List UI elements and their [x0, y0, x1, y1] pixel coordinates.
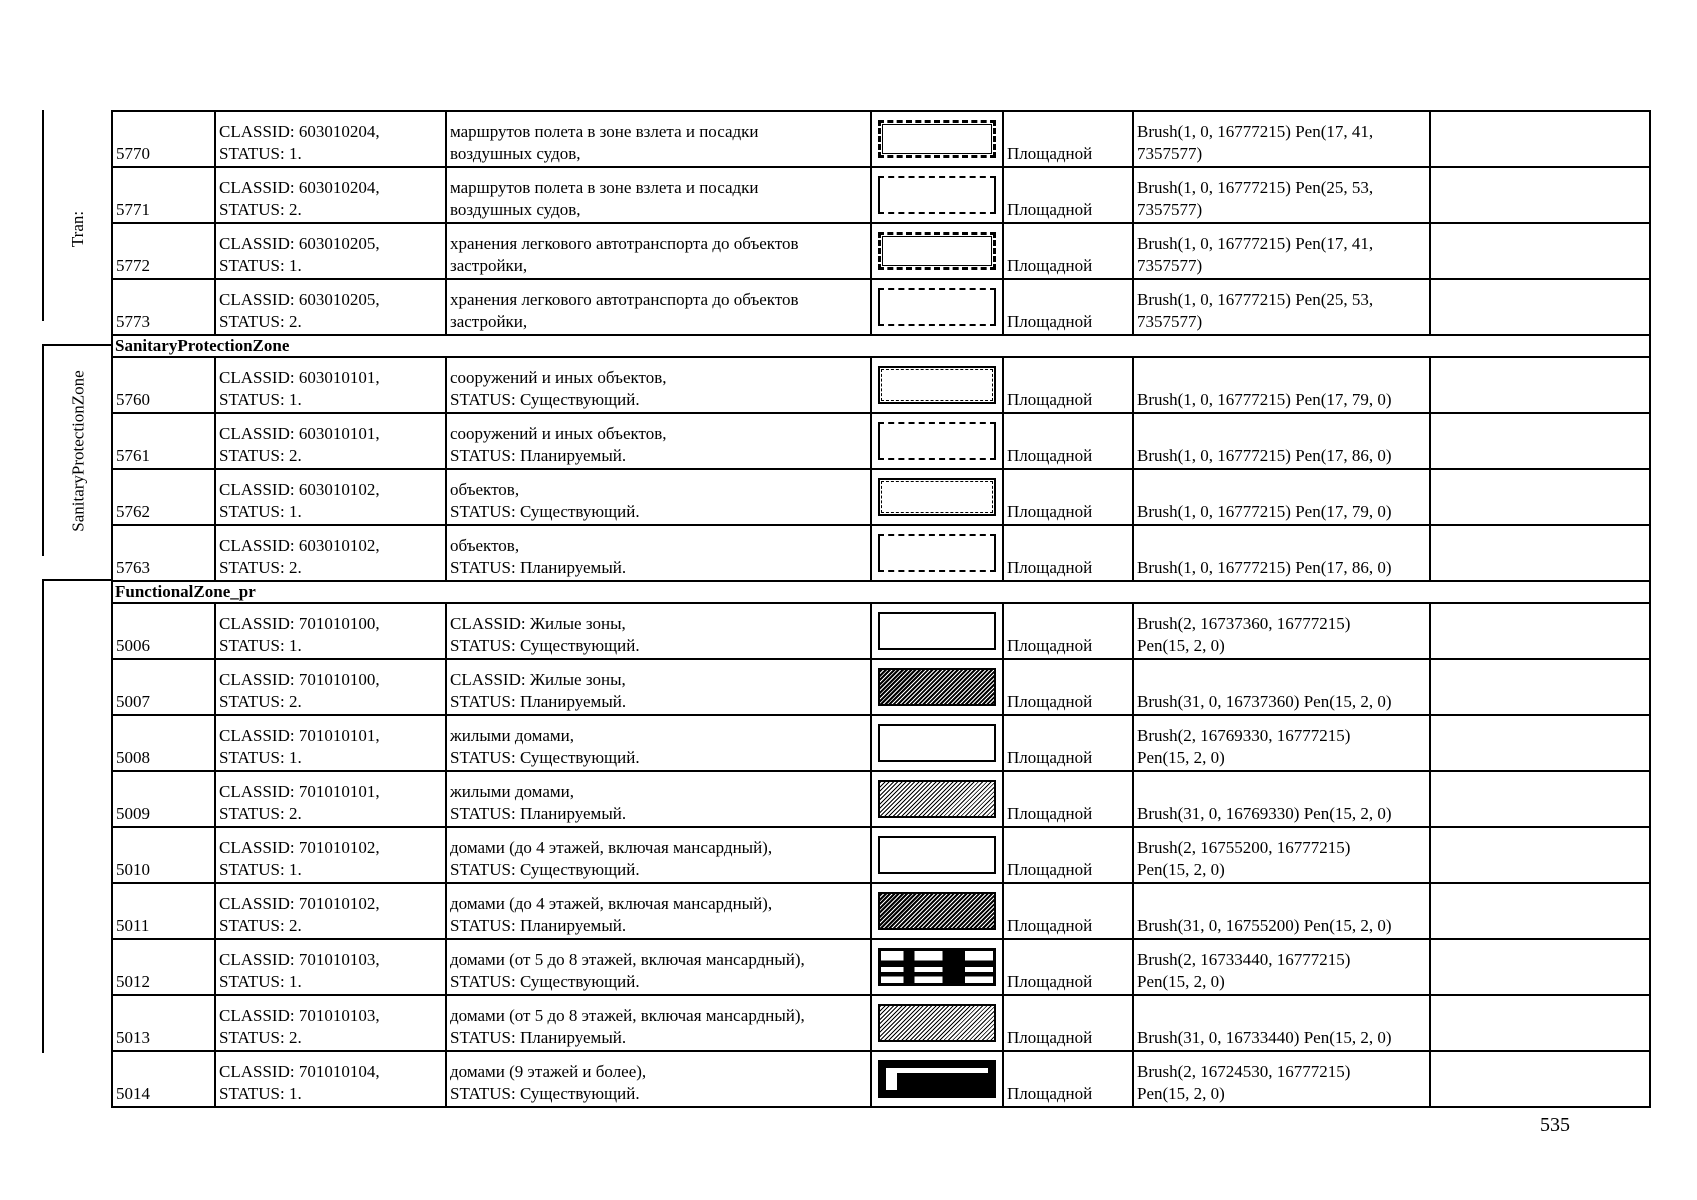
- symbol-cell: [871, 1051, 1003, 1107]
- symbol-cell: [871, 279, 1003, 335]
- style-cell: [1133, 883, 1430, 939]
- symbol-cell: [871, 357, 1003, 413]
- area-symbol-swatch: [878, 1004, 996, 1042]
- geometry-type-cell: Площадной: [1003, 167, 1133, 223]
- area-symbol-swatch: [878, 366, 996, 404]
- classid-line-1: CLASSID: 701010100,: [219, 670, 380, 689]
- style-cell: [1133, 771, 1430, 827]
- table-row: [112, 939, 1650, 995]
- object-id-cell: 5760: [112, 357, 215, 413]
- empty-cell: [1430, 357, 1650, 413]
- description-cell: [446, 939, 871, 995]
- side-label-sanitary: [42, 344, 111, 556]
- description-line-1: домами (до 4 этажей, включая мансардный),: [450, 838, 773, 857]
- description-cell: [446, 413, 871, 469]
- empty-cell: [1430, 603, 1650, 659]
- classid-line-2: STATUS: 2.: [219, 1028, 302, 1047]
- description-line-1: хранения легкового автотранспорта до объектов: [450, 234, 799, 253]
- classid-line-2: STATUS: 1.: [219, 748, 302, 767]
- object-id-cell: 5008: [112, 715, 215, 771]
- classid-line-2: STATUS: 1.: [219, 1084, 302, 1103]
- style-cell: [1133, 659, 1430, 715]
- symbol-cell: [871, 771, 1003, 827]
- description-cell: [446, 995, 871, 1051]
- classid-line-1: CLASSID: 603010204,: [219, 178, 380, 197]
- description-cell: [446, 827, 871, 883]
- description-cell: [446, 771, 871, 827]
- description-cell: [446, 525, 871, 581]
- area-symbol-swatch: [878, 836, 996, 874]
- description-line-2: STATUS: Планируемый.: [450, 446, 627, 465]
- classid-cell: [215, 167, 446, 223]
- empty-cell: [1430, 413, 1650, 469]
- classid-line-2: STATUS: 2.: [219, 446, 302, 465]
- symbol-cell: [871, 827, 1003, 883]
- classid-cell: [215, 413, 446, 469]
- style-line-2: 7357577): [1137, 312, 1203, 331]
- object-id-cell: 5762: [112, 469, 215, 525]
- style-line-2: Brush(1, 0, 16777215) Pen(17, 79, 0): [1137, 390, 1392, 409]
- table-row: [112, 413, 1650, 469]
- table-row: [112, 357, 1650, 413]
- style-line-1: Brush(2, 16755200, 16777215): [1137, 838, 1351, 857]
- geometry-type-cell: Площадной: [1003, 111, 1133, 167]
- geometry-type-cell: Площадной: [1003, 883, 1133, 939]
- style-cell: [1133, 603, 1430, 659]
- style-cell: [1133, 413, 1430, 469]
- classid-line-2: STATUS: 1.: [219, 636, 302, 655]
- geometry-type-cell: Площадной: [1003, 715, 1133, 771]
- table-row: [112, 279, 1650, 335]
- side-label-functional: [42, 579, 111, 1053]
- classid-cell: [215, 603, 446, 659]
- description-line-2: STATUS: Планируемый.: [450, 916, 627, 935]
- side-label-trans: [42, 110, 111, 321]
- style-cell: [1133, 525, 1430, 581]
- description-cell: [446, 279, 871, 335]
- geometry-type-cell: Площадной: [1003, 939, 1133, 995]
- table-row: [112, 827, 1650, 883]
- style-line-2: Brush(1, 0, 16777215) Pen(17, 79, 0): [1137, 502, 1392, 521]
- side-label-trans-text: Tran:: [68, 210, 88, 247]
- style-line-2: Brush(31, 0, 16769330) Pen(15, 2, 0): [1137, 804, 1392, 823]
- classid-cell: [215, 995, 446, 1051]
- style-cell: [1133, 715, 1430, 771]
- symbol-cell: [871, 715, 1003, 771]
- group-title: FunctionalZone_pr: [112, 581, 1650, 603]
- area-symbol-swatch: [878, 612, 996, 650]
- classid-line-1: CLASSID: 603010102,: [219, 536, 380, 555]
- classid-line-1: CLASSID: 701010103,: [219, 950, 380, 969]
- classid-cell: [215, 1051, 446, 1107]
- style-cell: [1133, 111, 1430, 167]
- description-line-2: STATUS: Планируемый.: [450, 692, 627, 711]
- legend-table: [111, 110, 1651, 1108]
- style-line-2: 7357577): [1137, 144, 1203, 163]
- table-row: [112, 1051, 1650, 1107]
- description-cell: [446, 111, 871, 167]
- object-id-cell: 5009: [112, 771, 215, 827]
- geometry-type-cell: Площадной: [1003, 279, 1133, 335]
- classid-cell: [215, 111, 446, 167]
- area-symbol-swatch: [878, 176, 996, 214]
- empty-cell: [1430, 827, 1650, 883]
- classid-line-1: CLASSID: 603010101,: [219, 368, 380, 387]
- classid-cell: [215, 659, 446, 715]
- area-symbol-swatch: [878, 780, 996, 818]
- classid-line-1: CLASSID: 603010205,: [219, 290, 380, 309]
- geometry-type-cell: Площадной: [1003, 1051, 1133, 1107]
- table-row: [112, 883, 1650, 939]
- table-row: [112, 167, 1650, 223]
- geometry-type-cell: Площадной: [1003, 413, 1133, 469]
- description-line-2: застройки,: [450, 256, 528, 275]
- area-symbol-swatch: [878, 534, 996, 572]
- geometry-type-cell: Площадной: [1003, 223, 1133, 279]
- style-line-2: Pen(15, 2, 0): [1137, 860, 1225, 879]
- description-cell: [446, 603, 871, 659]
- description-line-2: STATUS: Планируемый.: [450, 1028, 627, 1047]
- description-cell: [446, 883, 871, 939]
- object-id-cell: 5013: [112, 995, 215, 1051]
- table-row: [112, 111, 1650, 167]
- object-id-cell: 5012: [112, 939, 215, 995]
- table-row: [112, 223, 1650, 279]
- empty-cell: [1430, 939, 1650, 995]
- symbol-cell: [871, 223, 1003, 279]
- classid-line-1: CLASSID: 701010102,: [219, 838, 380, 857]
- description-line-1: сооружений и иных объектов,: [450, 424, 667, 443]
- classid-line-2: STATUS: 1.: [219, 860, 302, 879]
- object-id-cell: 5761: [112, 413, 215, 469]
- description-line-1: сооружений и иных объектов,: [450, 368, 667, 387]
- description-cell: [446, 357, 871, 413]
- description-line-1: хранения легкового автотранспорта до объектов: [450, 290, 799, 309]
- geometry-type-cell: Площадной: [1003, 827, 1133, 883]
- description-line-1: жилыми домами,: [450, 726, 574, 745]
- table-row: [112, 659, 1650, 715]
- empty-cell: [1430, 1051, 1650, 1107]
- group-header-row: [112, 581, 1650, 603]
- style-cell: [1133, 1051, 1430, 1107]
- area-symbol-swatch: [878, 948, 996, 986]
- object-id-cell: 5763: [112, 525, 215, 581]
- symbol-cell: [871, 167, 1003, 223]
- table-row: [112, 469, 1650, 525]
- description-line-2: застройки,: [450, 312, 528, 331]
- geometry-type-cell: Площадной: [1003, 659, 1133, 715]
- geometry-type-cell: Площадной: [1003, 995, 1133, 1051]
- style-line-1: Brush(2, 16769330, 16777215): [1137, 726, 1351, 745]
- area-symbol-swatch: [878, 668, 996, 706]
- style-line-1: Brush(1, 0, 16777215) Pen(25, 53,: [1137, 290, 1374, 309]
- description-line-2: STATUS: Существующий.: [450, 636, 640, 655]
- symbol-cell: [871, 883, 1003, 939]
- classid-line-1: CLASSID: 701010102,: [219, 894, 380, 913]
- style-line-2: Pen(15, 2, 0): [1137, 972, 1225, 991]
- geometry-type-cell: Площадной: [1003, 357, 1133, 413]
- style-line-1: Brush(1, 0, 16777215) Pen(17, 41,: [1137, 122, 1374, 141]
- classid-line-2: STATUS: 2.: [219, 200, 302, 219]
- description-line-1: объектов,: [450, 480, 520, 499]
- area-symbol-swatch: [878, 478, 996, 516]
- classid-cell: [215, 223, 446, 279]
- classid-cell: [215, 827, 446, 883]
- group-header-row: [112, 335, 1650, 357]
- area-symbol-swatch: [878, 892, 996, 930]
- page-number: 535: [1540, 1114, 1570, 1136]
- classid-line-2: STATUS: 1.: [219, 256, 302, 275]
- description-line-1: домами (до 4 этажей, включая мансардный),: [450, 894, 773, 913]
- description-line-1: CLASSID: Жилые зоны,: [450, 670, 626, 689]
- area-symbol-swatch: [878, 288, 996, 326]
- symbol-cell: [871, 111, 1003, 167]
- classid-cell: [215, 883, 446, 939]
- style-cell: [1133, 279, 1430, 335]
- symbol-cell: [871, 995, 1003, 1051]
- classid-line-2: STATUS: 2.: [219, 558, 302, 577]
- description-line-1: объектов,: [450, 536, 520, 555]
- object-id-cell: 5007: [112, 659, 215, 715]
- classid-cell: [215, 939, 446, 995]
- description-line-2: STATUS: Планируемый.: [450, 558, 627, 577]
- table-row: [112, 603, 1650, 659]
- classid-line-1: CLASSID: 603010204,: [219, 122, 380, 141]
- description-line-1: жилыми домами,: [450, 782, 574, 801]
- style-line-2: Pen(15, 2, 0): [1137, 1084, 1225, 1103]
- description-line-2: STATUS: Существующий.: [450, 972, 640, 991]
- symbol-cell: [871, 939, 1003, 995]
- classid-line-2: STATUS: 1.: [219, 972, 302, 991]
- classid-line-1: CLASSID: 603010101,: [219, 424, 380, 443]
- style-line-1: Brush(2, 16733440, 16777215): [1137, 950, 1351, 969]
- description-cell: [446, 659, 871, 715]
- object-id-cell: 5014: [112, 1051, 215, 1107]
- object-id-cell: 5773: [112, 279, 215, 335]
- classid-line-1: CLASSID: 701010101,: [219, 782, 380, 801]
- description-line-1: домами (от 5 до 8 этажей, включая мансардный),: [450, 950, 805, 969]
- classid-line-2: STATUS: 1.: [219, 502, 302, 521]
- empty-cell: [1430, 279, 1650, 335]
- style-cell: [1133, 167, 1430, 223]
- table-row: [112, 771, 1650, 827]
- classid-cell: [215, 469, 446, 525]
- description-line-2: STATUS: Существующий.: [450, 502, 640, 521]
- style-cell: [1133, 995, 1430, 1051]
- empty-cell: [1430, 525, 1650, 581]
- empty-cell: [1430, 167, 1650, 223]
- classid-line-2: STATUS: 2.: [219, 916, 302, 935]
- description-line-2: воздушных судов,: [450, 200, 581, 219]
- symbol-cell: [871, 413, 1003, 469]
- style-line-2: Brush(31, 0, 16733440) Pen(15, 2, 0): [1137, 1028, 1392, 1047]
- description-line-2: воздушных судов,: [450, 144, 581, 163]
- classid-line-2: STATUS: 2.: [219, 312, 302, 331]
- classid-line-1: CLASSID: 701010104,: [219, 1062, 380, 1081]
- symbol-cell: [871, 603, 1003, 659]
- object-id-cell: 5006: [112, 603, 215, 659]
- description-line-1: домами (9 этажей и более),: [450, 1062, 647, 1081]
- description-line-2: STATUS: Существующий.: [450, 860, 640, 879]
- side-label-sanitary-text: SanitaryProtectionZone: [68, 370, 88, 532]
- description-line-1: CLASSID: Жилые зоны,: [450, 614, 626, 633]
- empty-cell: [1430, 111, 1650, 167]
- table-row: [112, 995, 1650, 1051]
- empty-cell: [1430, 995, 1650, 1051]
- legend-table-body: [112, 111, 1650, 1107]
- description-line-2: STATUS: Существующий.: [450, 390, 640, 409]
- style-line-1: Brush(1, 0, 16777215) Pen(17, 41,: [1137, 234, 1374, 253]
- style-cell: [1133, 827, 1430, 883]
- area-symbol-swatch: [878, 120, 996, 158]
- geometry-type-cell: Площадной: [1003, 603, 1133, 659]
- classid-line-1: CLASSID: 603010102,: [219, 480, 380, 499]
- empty-cell: [1430, 469, 1650, 525]
- classid-line-1: CLASSID: 701010103,: [219, 1006, 380, 1025]
- empty-cell: [1430, 659, 1650, 715]
- table-row: [112, 525, 1650, 581]
- style-line-1: Brush(2, 16724530, 16777215): [1137, 1062, 1351, 1081]
- geometry-type-cell: Площадной: [1003, 525, 1133, 581]
- symbol-cell: [871, 469, 1003, 525]
- area-symbol-swatch: [878, 232, 996, 270]
- classid-line-2: STATUS: 2.: [219, 804, 302, 823]
- style-line-2: Brush(1, 0, 16777215) Pen(17, 86, 0): [1137, 558, 1392, 577]
- description-cell: [446, 1051, 871, 1107]
- description-line-1: маршрутов полета в зоне взлета и посадки: [450, 122, 759, 141]
- description-cell: [446, 469, 871, 525]
- style-cell: [1133, 223, 1430, 279]
- object-id-cell: 5772: [112, 223, 215, 279]
- description-line-1: домами (от 5 до 8 этажей, включая мансардный),: [450, 1006, 805, 1025]
- group-title: SanitaryProtectionZone: [112, 335, 1650, 357]
- table-row: [112, 715, 1650, 771]
- empty-cell: [1430, 715, 1650, 771]
- style-line-2: Brush(31, 0, 16737360) Pen(15, 2, 0): [1137, 692, 1392, 711]
- symbol-cell: [871, 659, 1003, 715]
- classid-line-2: STATUS: 1.: [219, 144, 302, 163]
- area-symbol-swatch: [878, 724, 996, 762]
- classid-cell: [215, 279, 446, 335]
- description-cell: [446, 167, 871, 223]
- classid-line-2: STATUS: 1.: [219, 390, 302, 409]
- style-cell: [1133, 469, 1430, 525]
- style-line-2: Brush(31, 0, 16755200) Pen(15, 2, 0): [1137, 916, 1392, 935]
- style-line-2: Brush(1, 0, 16777215) Pen(17, 86, 0): [1137, 446, 1392, 465]
- description-line-2: STATUS: Существующий.: [450, 748, 640, 767]
- style-line-1: Brush(1, 0, 16777215) Pen(25, 53,: [1137, 178, 1374, 197]
- style-line-2: Pen(15, 2, 0): [1137, 748, 1225, 767]
- area-symbol-swatch: [878, 1060, 996, 1098]
- object-id-cell: 5771: [112, 167, 215, 223]
- style-line-2: Pen(15, 2, 0): [1137, 636, 1225, 655]
- style-cell: [1133, 939, 1430, 995]
- symbol-cell: [871, 525, 1003, 581]
- classid-line-2: STATUS: 2.: [219, 692, 302, 711]
- style-line-2: 7357577): [1137, 200, 1203, 219]
- geometry-type-cell: Площадной: [1003, 469, 1133, 525]
- classid-line-1: CLASSID: 701010100,: [219, 614, 380, 633]
- classid-cell: [215, 771, 446, 827]
- object-id-cell: 5011: [112, 883, 215, 939]
- area-symbol-swatch: [878, 422, 996, 460]
- object-id-cell: 5010: [112, 827, 215, 883]
- empty-cell: [1430, 883, 1650, 939]
- classid-cell: [215, 357, 446, 413]
- style-cell: [1133, 357, 1430, 413]
- style-line-1: Brush(2, 16737360, 16777215): [1137, 614, 1351, 633]
- description-line-2: STATUS: Существующий.: [450, 1084, 640, 1103]
- classid-cell: [215, 525, 446, 581]
- classid-line-1: CLASSID: 701010101,: [219, 726, 380, 745]
- description-line-2: STATUS: Планируемый.: [450, 804, 627, 823]
- empty-cell: [1430, 223, 1650, 279]
- object-id-cell: 5770: [112, 111, 215, 167]
- classid-cell: [215, 715, 446, 771]
- geometry-type-cell: Площадной: [1003, 771, 1133, 827]
- style-line-2: 7357577): [1137, 256, 1203, 275]
- empty-cell: [1430, 771, 1650, 827]
- description-line-1: маршрутов полета в зоне взлета и посадки: [450, 178, 759, 197]
- classid-line-1: CLASSID: 603010205,: [219, 234, 380, 253]
- description-cell: [446, 223, 871, 279]
- description-cell: [446, 715, 871, 771]
